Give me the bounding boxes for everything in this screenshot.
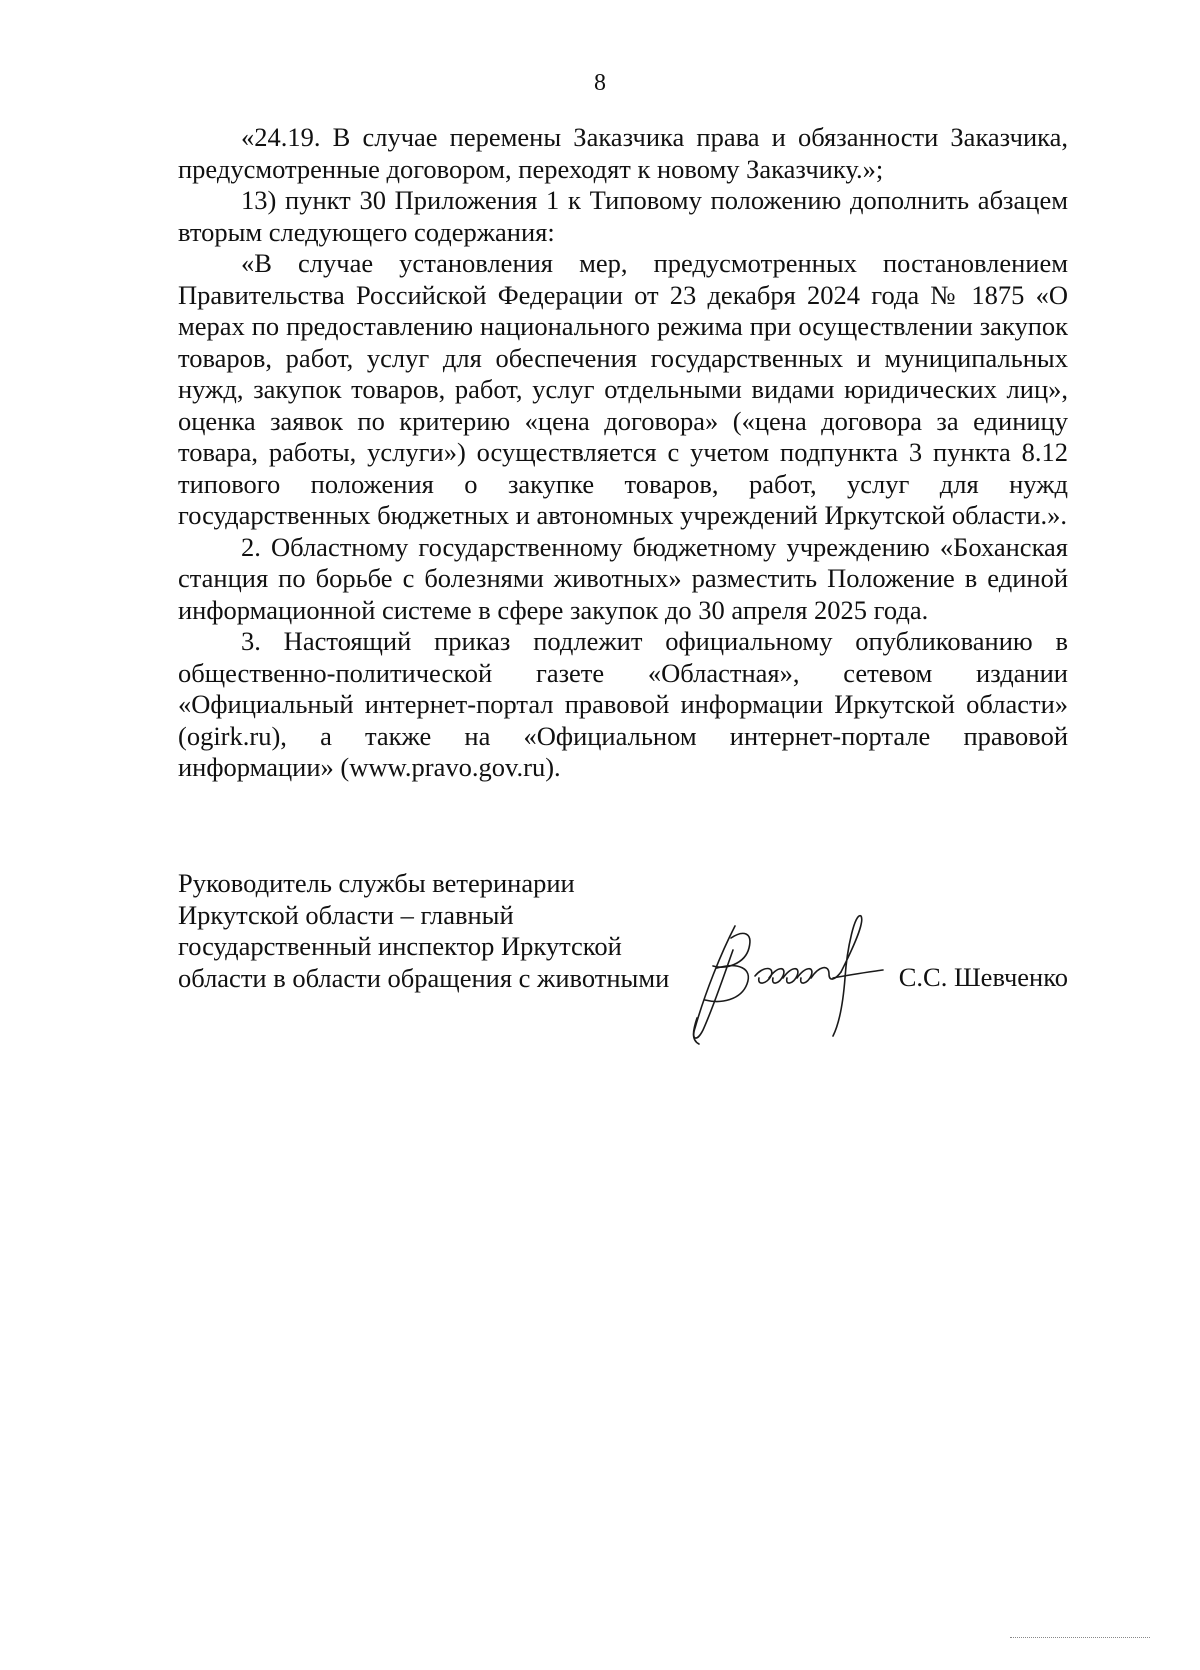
signature-block [178, 868, 1068, 1048]
signer-position-line: области в области обращения с животными [178, 962, 670, 993]
signer-position-line: Руководитель службы ветеринарии [178, 868, 575, 898]
scan-edge-mark [1010, 1637, 1150, 1639]
paragraph-item-24-19: «24.19. В случае перемены Заказчика права и обязанности Заказчика, предусмотренные договором, переходят к новому Заказчику.»; [178, 122, 1068, 184]
paragraph-quoted-addition: «В случае установления мер, предусмотренных постановлением Правительства Российской Федерации от 23 декабря 2024 года № 1875 «О мерах по предоставлению национального режима при осуществлении закупок товаров, работ, услуг для обеспечения государственных и муниципальных нужд, закупок товаров, работ, услуг отдельными видами юридических лиц», оценка заявок по критерию «цена договора» («цена договора за единицу товара, работы, услуги») осуществляется с учетом подпункта 3 пункта 8.12 типового положения о закупке товаров, работ, услуг для нужд государственных бюджетных и автономных учреждений Иркутской области.». [178, 248, 1068, 530]
page-number: 8 [594, 70, 606, 96]
paragraph-subitem-13: 13) пункт 30 Приложения 1 к Типовому положению дополнить абзацем вторым следующего содержания: [178, 185, 1068, 247]
signer-position-line: Иркутской области – главный [178, 899, 514, 930]
paragraph-item-2: 2. Областному государственному бюджетному учреждению «Боханская станция по борьбе с болезнями животных» разместить Положение в единой информационной системе в сфере закупок до 30 апреля 2025 года. [178, 531, 1068, 625]
handwritten-signature [683, 908, 913, 1048]
paragraph-item-3: 3. Настоящий приказ подлежит официальному опубликованию в общественно-политической газете «Областная», сетевом издании «Официальный интернет-портал правовой информации Иркутской области» (ogirk.ru), а также на «Официальном интернет-портале правовой информации» (www.pravo.gov.ru). [178, 626, 1068, 782]
signer-name: С.С. Шевченко [898, 962, 1068, 992]
signer-position [178, 868, 698, 994]
signer-position-line: государственный инспектор Иркутской [178, 931, 622, 961]
document-body [178, 122, 1068, 784]
